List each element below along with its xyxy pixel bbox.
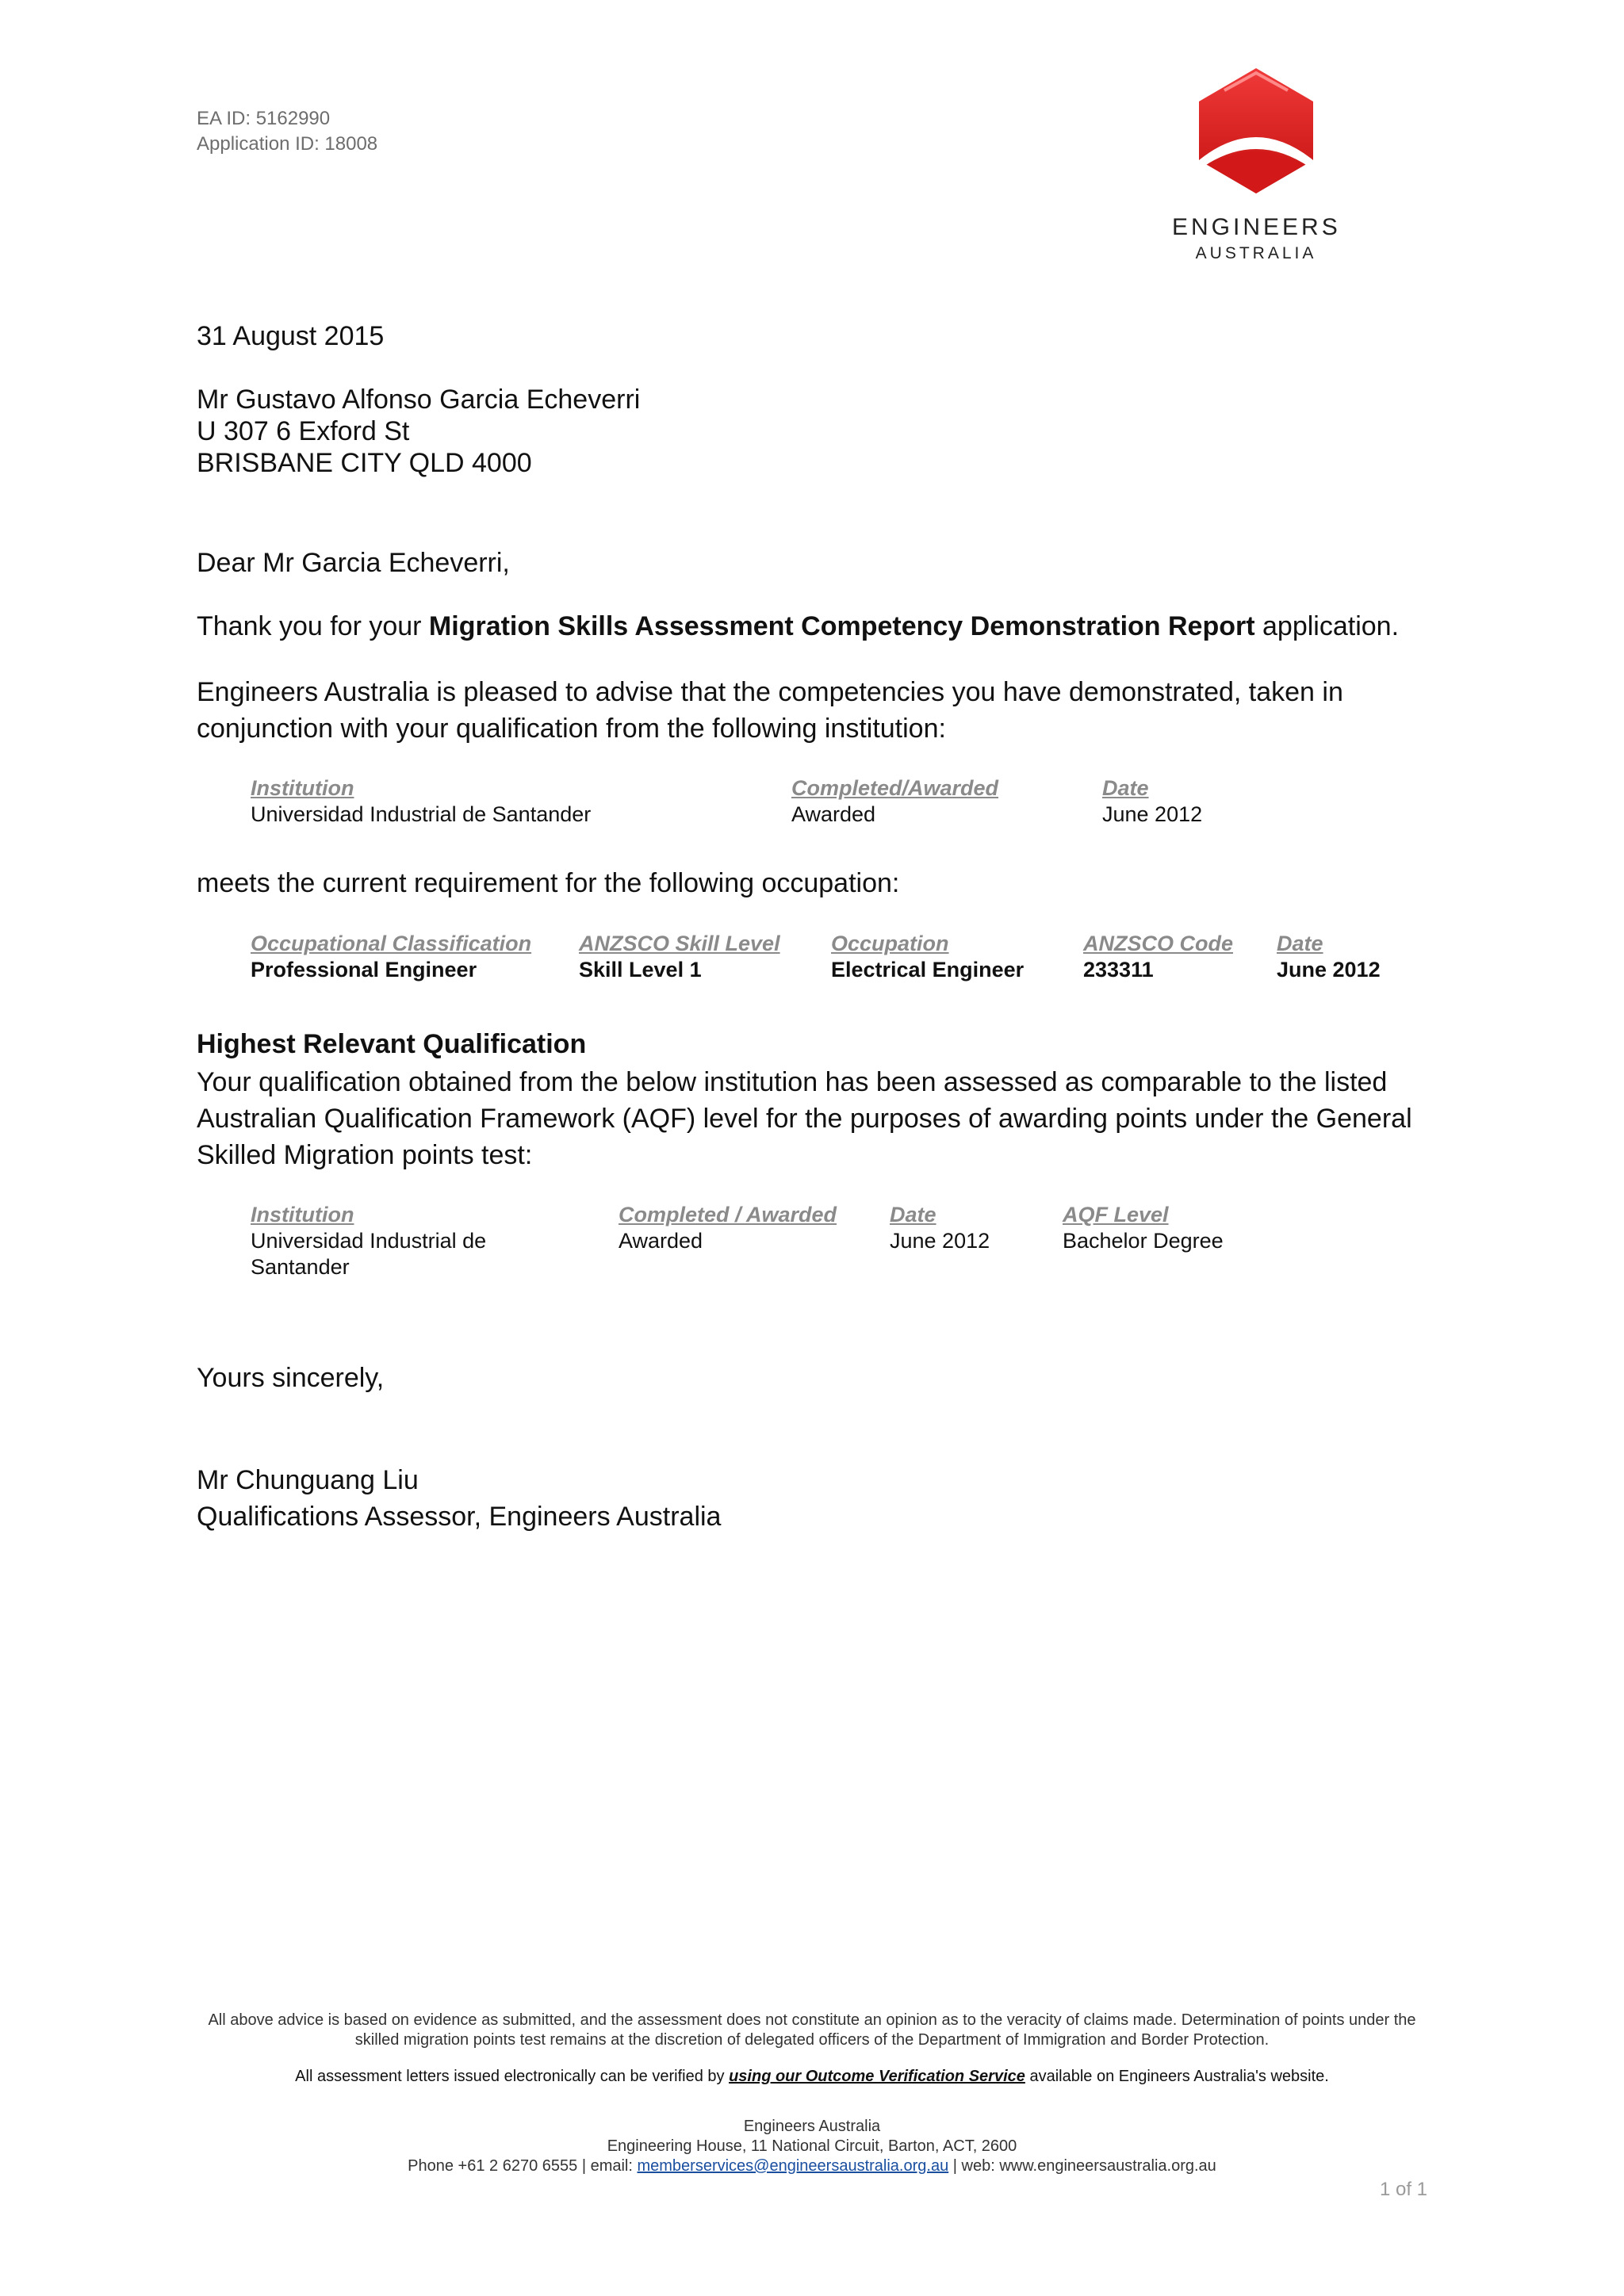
intro-application-type: Migration Skills Assessment Competency Demonstration Report bbox=[428, 611, 1255, 641]
ea-id: EA ID: 5162990 bbox=[197, 108, 331, 129]
aqf-completed-header: Completed / Awarded bbox=[619, 1203, 837, 1226]
footer-verification bbox=[190, 2068, 1434, 2086]
anzsco-skill-level-value: Skill Level 1 bbox=[579, 958, 702, 982]
aqf-institution-value: Universidad Industrial de Santander bbox=[251, 1229, 487, 1279]
occupational-classification-value: Professional Engineer bbox=[251, 958, 477, 982]
letter-date: 31 August 2015 bbox=[197, 321, 385, 351]
outcome-verification-link[interactable]: using our Outcome Verification Service bbox=[729, 2068, 1025, 2085]
address-line-city: BRISBANE CITY QLD 4000 bbox=[197, 448, 532, 478]
salutation: Dear Mr Garcia Echeverri, bbox=[197, 548, 510, 578]
occupation-header: Occupation bbox=[831, 932, 949, 955]
address-line-street: U 307 6 Exford St bbox=[197, 416, 410, 446]
date-header: Date bbox=[1102, 776, 1149, 800]
document-ids bbox=[197, 106, 377, 157]
anzsco-code-value: 233311 bbox=[1083, 958, 1154, 982]
qualification-table bbox=[251, 1202, 1281, 1289]
occupation-date-value: June 2012 bbox=[1277, 958, 1381, 982]
occupation-table bbox=[251, 931, 1400, 986]
footer-address bbox=[190, 2117, 1434, 2176]
occupational-classification-header: Occupational Classification bbox=[251, 932, 532, 955]
signer-title: Qualifications Assessor, Engineers Australia bbox=[197, 1502, 722, 1532]
intro-post: application. bbox=[1254, 611, 1400, 641]
footer-contact bbox=[190, 2156, 1434, 2176]
anzsco-code-header: ANZSCO Code bbox=[1083, 932, 1233, 955]
footer-org-address: Engineering House, 11 National Circuit, Barton, ACT, 2600 bbox=[607, 2137, 1017, 2155]
aqf-date-header: Date bbox=[890, 1203, 936, 1226]
aqf-institution-header: Institution bbox=[251, 1203, 354, 1226]
footer-phone: Phone +61 2 6270 6555 | email: bbox=[408, 2157, 638, 2175]
footer-web: | web: www.engineersaustralia.org.au bbox=[948, 2157, 1216, 2175]
footer-email-link[interactable]: memberservices@engineersaustralia.org.au bbox=[637, 2157, 949, 2175]
logo-text-australia: AUSTRALIA bbox=[1195, 244, 1317, 262]
address-line-name: Mr Gustavo Alfonso Garcia Echeverri bbox=[197, 385, 641, 415]
advise-paragraph: Engineers Australia is pleased to advise that the competencies you have demonstrated, taken in conjunction with your qualification from the following institution: bbox=[197, 677, 1343, 744]
signer-block bbox=[197, 1462, 721, 1535]
institution-value: Universidad Industrial de Santander bbox=[251, 802, 592, 826]
institution-header: Institution bbox=[251, 776, 354, 800]
qualification-text: Your qualification obtained from the below institution has been assessed as comparable to the listed Australian Qualification Framework (AQF) level for the purposes of awarding points under the General Skilled Migration points test: bbox=[197, 1067, 1412, 1170]
occupation-value: Electrical Engineer bbox=[831, 958, 1025, 982]
verify-pre: All assessment letters issued electronically can be verified by bbox=[295, 2068, 730, 2085]
intro-paragraph bbox=[197, 610, 1399, 642]
footer-disclaimer: All above advice is based on evidence as submitted, and the assessment does not constitute an opinion as to the veracity of claims made. Determination of points under the skilled migration points test remains at the discretion of delegated officers of the Department of Immigration and Border Protection. bbox=[208, 2011, 1416, 2049]
footer-org-name: Engineers Australia bbox=[743, 2118, 881, 2135]
anzsco-skill-level-header: ANZSCO Skill Level bbox=[579, 932, 780, 955]
recipient-address bbox=[197, 384, 640, 479]
page-number: 1 of 1 bbox=[1379, 2179, 1427, 2200]
completed-awarded-header: Completed/Awarded bbox=[791, 776, 999, 800]
aqf-date-value: June 2012 bbox=[890, 1229, 990, 1253]
institution-table bbox=[251, 775, 1281, 831]
aqf-completed-value: Awarded bbox=[619, 1229, 703, 1253]
occupation-date-header: Date bbox=[1277, 932, 1323, 955]
signer-name: Mr Chunguang Liu bbox=[197, 1465, 419, 1495]
verify-post: available on Engineers Australia's website. bbox=[1025, 2068, 1329, 2085]
date-value: June 2012 bbox=[1102, 802, 1203, 826]
engineers-australia-logo bbox=[1172, 67, 1340, 263]
aqf-level-header: AQF Level bbox=[1063, 1203, 1169, 1226]
application-id: Application ID: 18008 bbox=[197, 133, 378, 155]
hexagon-logo-icon bbox=[1193, 67, 1320, 201]
completed-awarded-value: Awarded bbox=[791, 802, 876, 826]
aqf-level-value: Bachelor Degree bbox=[1063, 1229, 1224, 1253]
logo-text-engineers: ENGINEERS bbox=[1172, 214, 1341, 240]
qualification-title: Highest Relevant Qualification bbox=[197, 1029, 587, 1059]
meets-requirement-text: meets the current requirement for the following occupation: bbox=[197, 868, 900, 898]
closing: Yours sincerely, bbox=[197, 1363, 385, 1393]
intro-pre: Thank you for your bbox=[197, 611, 429, 641]
